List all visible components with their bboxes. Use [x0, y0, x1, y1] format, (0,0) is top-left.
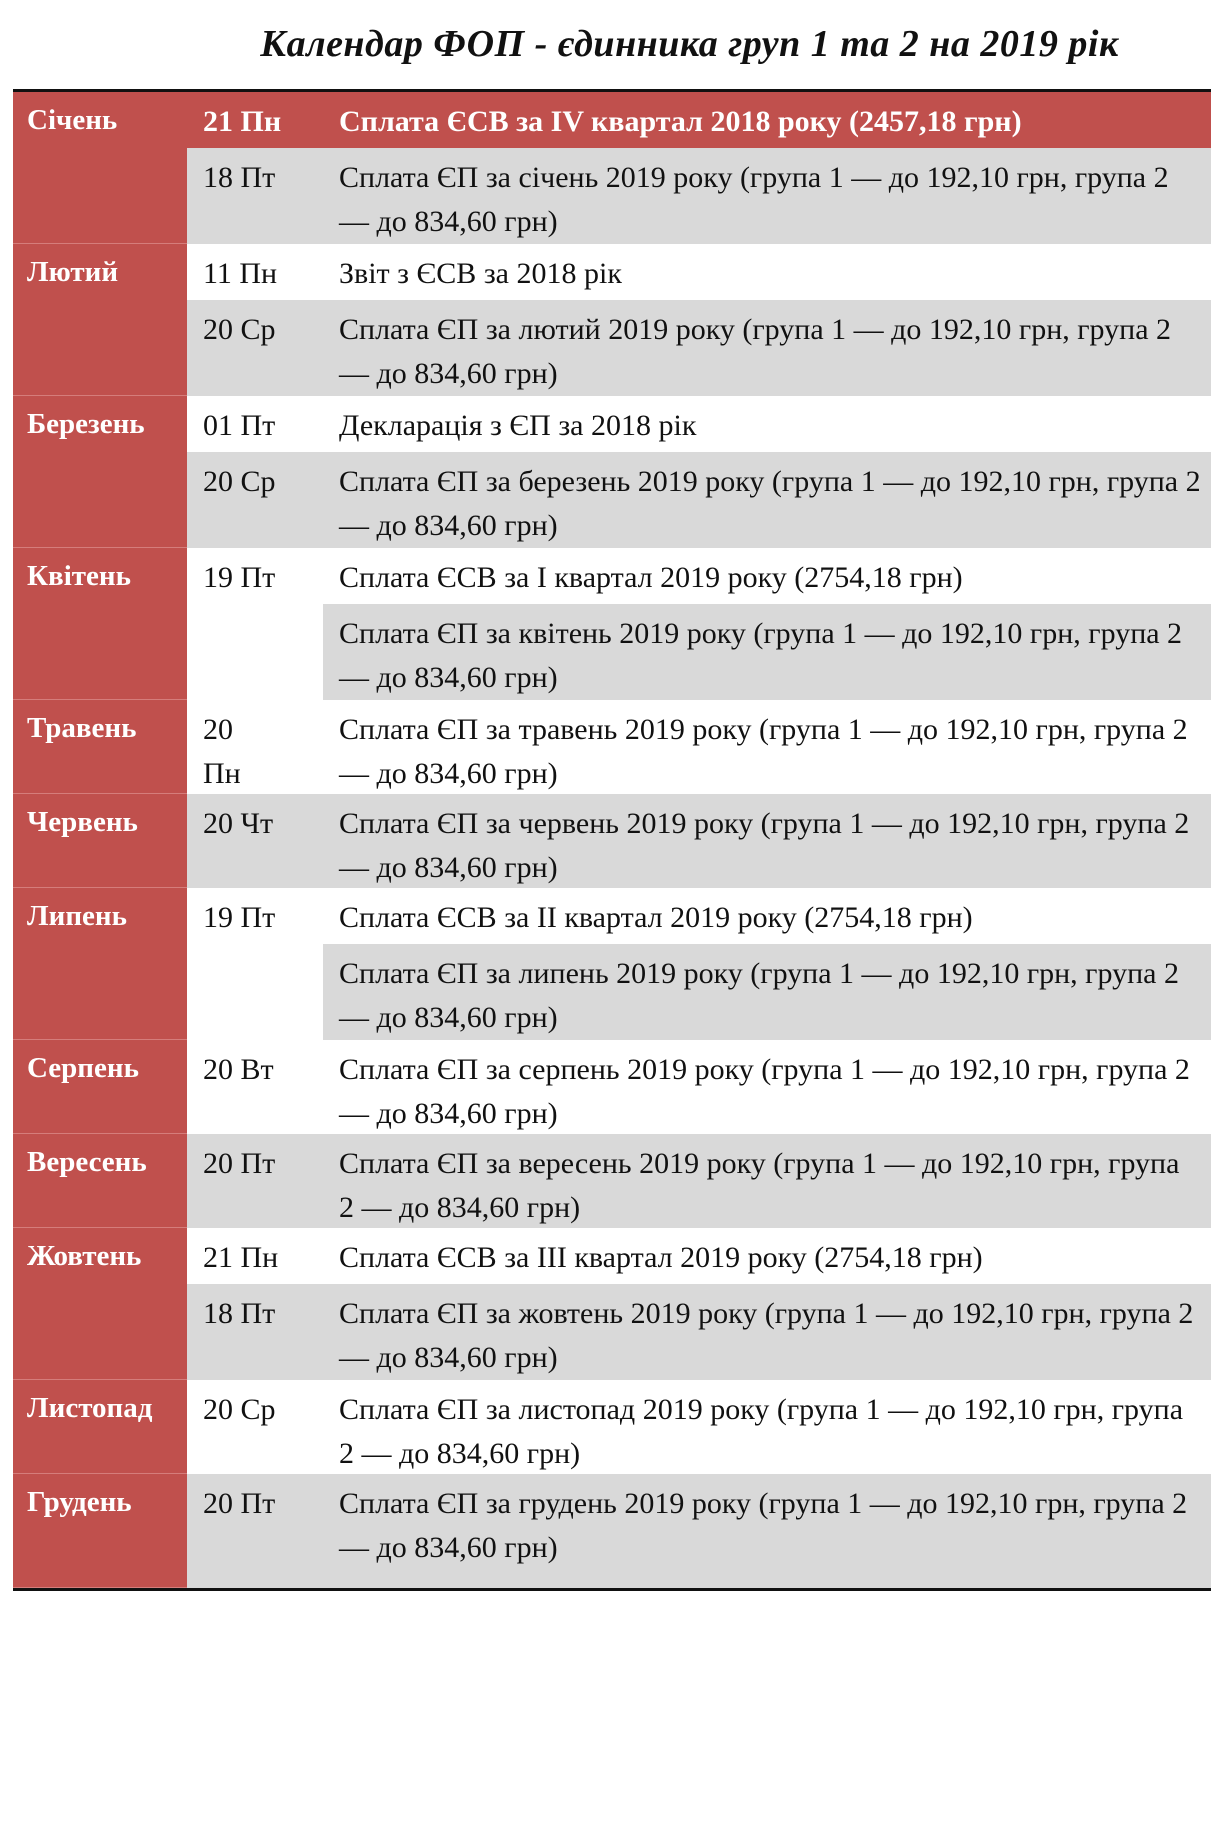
calendar-entry — [187, 452, 1211, 548]
entry-day: 21 Пн — [187, 92, 323, 148]
month-block — [13, 1040, 1211, 1134]
calendar-entry — [187, 794, 1211, 888]
entry-description: Декларація з ЄП за 2018 рік — [339, 409, 697, 442]
calendar-entry — [187, 396, 1211, 452]
entry-day: 11 Пн — [203, 257, 278, 290]
entry-day: 20 Ср — [187, 452, 323, 548]
calendar-entry — [187, 1228, 1211, 1284]
calendar-entry — [187, 1284, 1211, 1380]
month-name: Квітень — [13, 548, 187, 700]
entry-day: 18 Пт — [187, 148, 323, 244]
calendar-entry — [187, 1380, 1211, 1474]
month-name: Жовтень — [13, 1228, 187, 1380]
entry-description: Сплата ЄСВ за III квартал 2019 року (2754,18 грн) — [339, 1241, 983, 1274]
calendar-entry — [187, 548, 1211, 604]
entry-description: Сплата ЄП за лютий 2019 року (група 1 — до 192,10 грн, група 2 — до 834,60 грн) — [323, 300, 1211, 396]
entry-day: 20 Вт — [203, 1053, 274, 1086]
month-name: Липень — [13, 888, 187, 1040]
entry-day: 19 Пт — [203, 901, 276, 934]
entry-description: Сплата ЄП за січень 2019 року (група 1 — до 192,10 грн, група 2 — до 834,60 грн) — [323, 148, 1211, 244]
entry-description: Сплата ЄП за грудень 2019 року (група 1 — до 192,10 грн, група 2 — до 834,60 грн) — [323, 1474, 1211, 1588]
entry-description: Сплата ЄП за червень 2019 року (група 1 — до 192,10 грн, група 2 — до 834,60 грн) — [323, 794, 1211, 888]
page-title: Календар ФОП - єдинника груп 1 та 2 на 2019 рік — [260, 23, 1119, 65]
month-block — [13, 92, 1211, 244]
entry-day: 20 Пт — [187, 1134, 323, 1228]
month-name: Серпень — [13, 1040, 187, 1134]
month-block — [13, 1474, 1211, 1588]
calendar-entry — [187, 888, 1211, 944]
month-name: Травень — [13, 700, 187, 794]
entry-description: Сплата ЄП за жовтень 2019 року (група 1 — до 192,10 грн, група 2 — до 834,60 грн) — [323, 1284, 1211, 1380]
month-block — [13, 1134, 1211, 1228]
entry-day: 20 Чт — [187, 794, 323, 888]
calendar-entry — [187, 1134, 1211, 1228]
month-block — [13, 396, 1211, 548]
month-block — [13, 888, 1211, 1040]
month-block — [13, 244, 1211, 396]
calendar-entry — [187, 92, 1211, 148]
entry-description: Сплата ЄП за травень 2019 року (група 1 — до 192,10 грн, група 2 — до 834,60 грн) — [339, 713, 1188, 790]
entry-description: Сплата ЄП за листопад 2019 року (група 1 — до 192,10 грн, група 2 — до 834,60 грн) — [339, 1393, 1184, 1470]
calendar-entry — [187, 244, 1211, 300]
month-name: Березень — [13, 396, 187, 548]
entry-description: Сплата ЄП за серпень 2019 року (група 1 — до 192,10 грн, група 2 — до 834,60 грн) — [339, 1053, 1190, 1130]
month-name: Січень — [13, 92, 187, 244]
entry-description: Сплата ЄП за березень 2019 року (група 1 — до 192,10 грн, група 2 — до 834,60 грн) — [323, 452, 1211, 548]
entry-day: 20 Пт — [187, 1474, 323, 1588]
month-block — [13, 1228, 1211, 1380]
calendar-entry — [187, 944, 1211, 1040]
entry-day: 20 Ср — [203, 1393, 276, 1426]
month-name: Листопад — [13, 1380, 187, 1474]
month-block — [13, 548, 1211, 700]
entry-day — [187, 944, 323, 1040]
calendar-entry — [187, 1474, 1211, 1588]
entry-description: Сплата ЄСВ за IV квартал 2018 року (2457,18 грн) — [323, 92, 1211, 148]
month-block — [13, 700, 1211, 794]
month-name: Червень — [13, 794, 187, 888]
entry-description: Сплата ЄП за липень 2019 року (група 1 — до 192,10 грн, група 2 — до 834,60 грн) — [323, 944, 1211, 1040]
entry-day: 18 Пт — [187, 1284, 323, 1380]
entry-day: 20 Пн — [203, 713, 241, 790]
entry-description: Звіт з ЄСВ за 2018 рік — [339, 257, 622, 290]
entry-day: 19 Пт — [203, 561, 276, 594]
entry-day: 21 Пн — [203, 1241, 279, 1274]
calendar-entry — [187, 700, 1211, 794]
entry-day: 20 Ср — [187, 300, 323, 396]
entry-description: Сплата ЄП за вересень 2019 року (група 1 — до 192,10 грн, група 2 — до 834,60 грн) — [323, 1134, 1211, 1228]
calendar-entry — [187, 604, 1211, 700]
entry-description: Сплата ЄСВ за II квартал 2019 року (2754,18 грн) — [339, 901, 973, 934]
month-name: Вересень — [13, 1134, 187, 1228]
calendar-entry — [187, 148, 1211, 244]
month-block — [13, 1380, 1211, 1474]
calendar-entry — [187, 300, 1211, 396]
calendar-entry — [187, 1040, 1211, 1134]
month-name: Грудень — [13, 1474, 187, 1588]
entry-description: Сплата ЄП за квітень 2019 року (група 1 — до 192,10 грн, група 2 — до 834,60 грн) — [323, 604, 1211, 700]
entry-day: 01 Пт — [203, 409, 276, 442]
entry-day — [187, 604, 323, 700]
month-name: Лютий — [13, 244, 187, 396]
calendar-table — [13, 89, 1211, 1591]
month-block — [13, 794, 1211, 888]
entry-description: Сплата ЄСВ за I квартал 2019 року (2754,18 грн) — [339, 561, 963, 594]
